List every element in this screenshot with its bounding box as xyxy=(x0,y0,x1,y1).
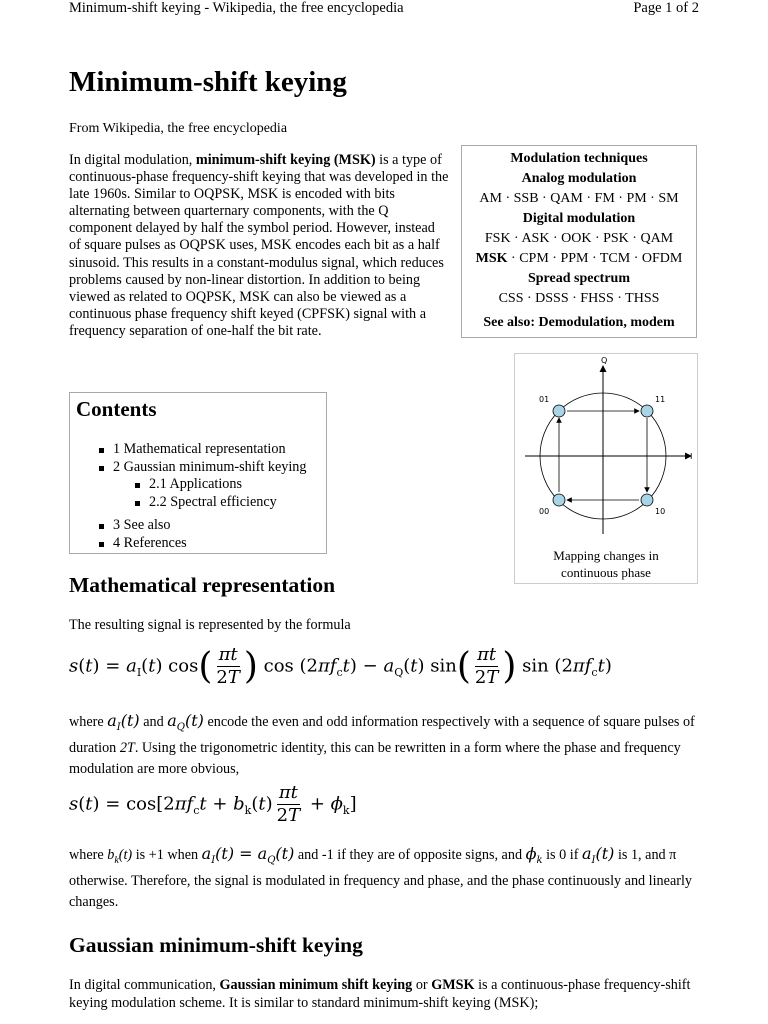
label-q: Q xyxy=(601,356,608,365)
infobox-see-also[interactable]: See also: Demodulation, modem xyxy=(483,315,675,330)
label-11: 11 xyxy=(655,395,666,404)
toc-item[interactable]: 1 Mathematical representation xyxy=(97,441,307,459)
where2-text-e: is 1, and π otherwise. Therefore, the signal is modulated in frequency and phase, and the phase continuously and linearly changes. xyxy=(69,847,693,911)
point-11 xyxy=(641,405,653,417)
toc-item[interactable]: 3 See also xyxy=(97,517,187,535)
toc-list xyxy=(97,441,307,476)
where2-text-c: and -1 if they are of opposite signs, and xyxy=(294,847,526,863)
print-header xyxy=(69,0,699,20)
where1-text-e: . Using the trigonometric identity, this can be rewritten in a form where the phase and frequency modulation are more obvious, xyxy=(69,740,681,778)
page-title: Minimum-shift keying xyxy=(69,66,347,98)
gmsk-text-e: is a continuous-phase frequency-shift keying modulation scheme. It is similar to standard minimum-shift keying (MSK); xyxy=(69,977,691,1011)
label-10: 10 xyxy=(655,507,666,516)
constellation-figure xyxy=(514,353,698,584)
toc-item[interactable]: 2.2 Spectral efficiency xyxy=(133,494,277,512)
intro-bold-term: minimum-shift keying (MSK) xyxy=(195,152,376,168)
toc-item[interactable]: 2 Gaussian minimum-shift keying xyxy=(97,459,307,477)
table-of-contents xyxy=(69,392,327,554)
where2-text-b: is +1 when xyxy=(132,847,202,863)
section-heading-gmsk: Gaussian minimum-shift keying xyxy=(69,933,363,957)
toc-item[interactable]: 2.1 Applications xyxy=(133,476,277,494)
where2-text-d: is 0 if xyxy=(542,847,582,863)
where2-text-a: where xyxy=(69,847,108,863)
equation-2: $s(t) = \cos[2\pi f_ct + b_k(t)$ $\frac{\pi t}{2T}$ + $\phi_k$] xyxy=(69,782,357,826)
header-page-title: Minimum-shift keying - Wikipedia, the free encyclopedia xyxy=(69,0,404,16)
point-00 xyxy=(553,494,565,506)
from-line: From Wikipedia, the free encyclopedia xyxy=(69,121,288,136)
math-where-2: where $b_k(t)$ is +1 when $a_I(t) = a_Q(t)$ and -1 if they are of opposite signs, and $\phi_k$ is 0 if $a_I(t)$ is 1, and π otherwise. Therefore, the signal is modulated in frequency and phase, and the phase continuously and linearly changes. xyxy=(69,844,693,911)
modulation-infobox xyxy=(461,145,697,338)
caption-line-2: continuous phase xyxy=(561,565,651,580)
where1-text-b: and xyxy=(139,714,168,730)
gmsk-paragraph xyxy=(69,976,699,1012)
where1-text-c: encode the even and odd information respectively with a sequence of square pulses of duration xyxy=(69,714,695,757)
label-i: I xyxy=(690,452,693,461)
infobox-spread-heading: Spread spectrum xyxy=(527,271,631,286)
gmsk-text-a: In digital communication, xyxy=(69,977,220,993)
equation-1: $s(t) = a_I(t)$ cos( $\frac{\pi t}{2T}$ ) $\cos (2\pi f_ct) - a_Q(t)$ sin( $\frac{\pi t}{2T}$ ) $\sin (2\pi f_ct)$ xyxy=(69,644,612,688)
gmsk-text-c: or xyxy=(412,977,432,993)
infobox-digital-row1[interactable]: FSK · ASK · OOK · PSK · QAM xyxy=(484,231,674,246)
intro-paragraph xyxy=(69,152,449,340)
infobox-spread-items[interactable]: CSS · DSSS · FHSS · THSS xyxy=(498,291,660,306)
math-intro: The resulting signal is represented by the formula xyxy=(69,617,351,633)
infobox-analog-heading: Analog modulation xyxy=(521,171,637,186)
intro-text-1: In digital modulation, xyxy=(69,152,196,168)
header-page-number: Page 1 of 2 xyxy=(633,0,699,16)
point-01 xyxy=(553,405,565,417)
intro-text-2: is a type of continuous-phase frequency-shift keying that was developed in the late 1960s. Similar to OQPSK, MSK is encoded with bits alternating between quarternary components, with the Q component delayed by half the symbol period. However, instead of square pulses as OQPSK uses, MSK encodes each bit as a half sinusoid. This results in a constant-modulus signal, which reduces problems caused by non-linear distortion. In addition to being viewed as related to OQPSK, MSK can also be viewed as a continuous phase frequency shift keyed (CPFSK) signal with a frequency separation of one-half the bit rate. xyxy=(69,152,449,339)
section-heading-math: Mathematical representation xyxy=(69,573,336,597)
math-where-1: where $a_I(t)$ and $a_Q(t)$ encode the even and odd information respectively with a sequence of square pulses of duration 2T. Using the trigonometric identity, this can be rewritten in a form where the phase and frequency modulation are more obvious, xyxy=(69,711,695,778)
constellation-diagram xyxy=(515,354,697,544)
toc-list-2 xyxy=(97,517,187,552)
caption-line-1: Mapping changes in xyxy=(553,548,659,563)
figure-caption xyxy=(515,547,697,581)
gmsk-acronym: GMSK xyxy=(431,977,475,993)
label-01: 01 xyxy=(539,395,550,404)
infobox-analog-items[interactable]: AM · SSB · QAM · FM · PM · SM xyxy=(479,191,679,206)
gmsk-bold-term: Gaussian minimum shift keying xyxy=(219,977,413,993)
where1-duration: 2T xyxy=(119,740,135,757)
infobox-digital-heading: Digital modulation xyxy=(522,211,636,226)
toc-title: Contents xyxy=(76,397,157,421)
toc-item[interactable]: 4 References xyxy=(97,535,187,553)
label-00: 00 xyxy=(539,507,550,516)
toc-sublist xyxy=(133,476,277,511)
where1-text-a: where xyxy=(69,714,108,730)
infobox-digital-row2[interactable] xyxy=(462,249,696,269)
infobox-title: Modulation techniques xyxy=(510,151,648,166)
infobox-msk: MSK xyxy=(475,251,508,266)
point-10 xyxy=(641,494,653,506)
infobox-digital-row2-rest: · CPM · PPM · TCM · OFDM xyxy=(507,251,683,266)
